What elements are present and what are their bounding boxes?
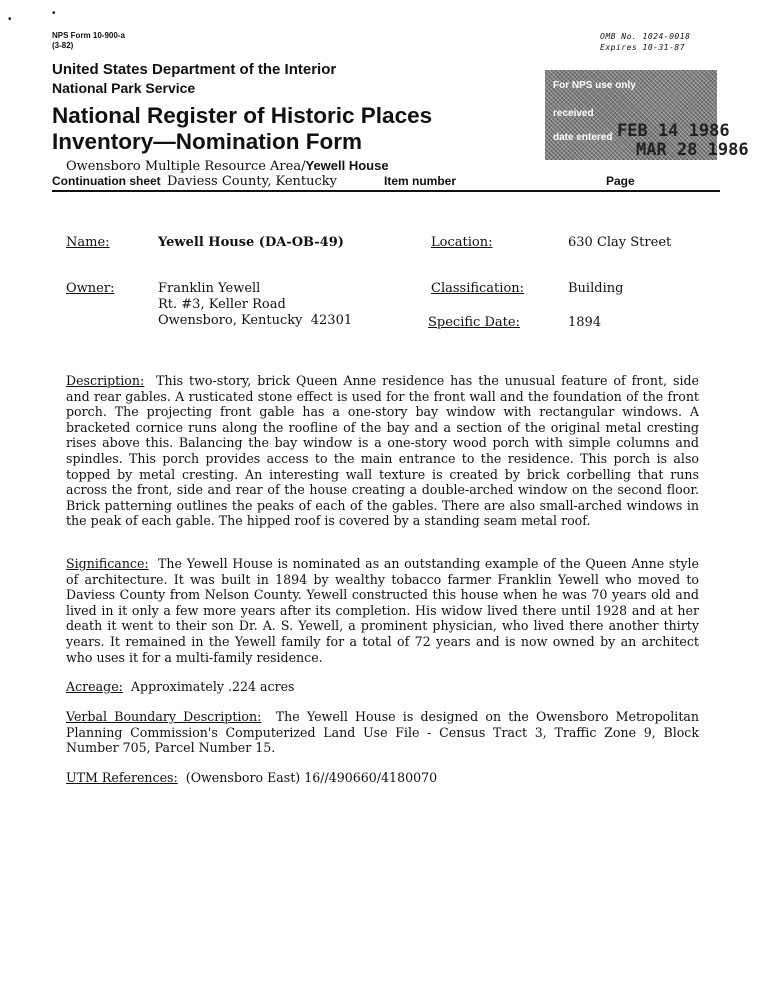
omb-number: OMB No. 1024-0018 xyxy=(600,32,691,41)
significance-label: Significance: xyxy=(66,556,149,571)
date-entered-label: date entered xyxy=(553,132,613,143)
corner-mark-2: • xyxy=(52,8,56,19)
boundary-label: Verbal Boundary Description: xyxy=(66,709,262,724)
county-text: Daviess County, Kentucky xyxy=(167,174,337,189)
item-number-label: Item number xyxy=(384,174,457,188)
service-heading: National Park Service xyxy=(52,80,196,96)
acreage-text: Approximately .224 acres xyxy=(130,679,295,694)
location-value: 630 Clay Street xyxy=(568,235,672,250)
form-number xyxy=(52,31,125,51)
form-revision: (3-82) xyxy=(52,41,74,50)
corner-mark: • xyxy=(8,14,12,25)
header-divider xyxy=(52,190,720,192)
description-text: This two-story, brick Queen Anne residence has the unusual feature of front, side and rear gables. A rusticated stone effect is used for the front wall and the foundation of the front porch. The projecting front gable has a one-story bay window with rectangular windows. A bracketed cornice runs along the roofline of the bay and a section of the original metal cresting rises above this. Balancing the bay window is a one-story wood porch with simple columns and spindles. This porch provides access to the main entrance to the residence. This porch is also topped by metal cresting. An interesting wall texture is created by brick corbelling that runs across the front, side and rear of the house creating a double-arched window on the second floor. Brick patterning outlines the peaks of each of the gables. There are also small-arched windows in the peak of each gable. The hipped roof is covered by a standing seam metal roof. xyxy=(66,373,699,529)
acreage-label: Acreage: xyxy=(66,679,123,694)
name-value: Yewell House (DA-OB-49) xyxy=(158,235,344,250)
acreage-paragraph xyxy=(66,679,699,695)
location-label: Location: xyxy=(431,235,493,250)
nps-use-only-label: For NPS use only xyxy=(553,80,636,91)
specific-date-value: 1894 xyxy=(568,315,602,330)
utm-label: UTM References: xyxy=(66,770,178,785)
boundary-paragraph xyxy=(66,709,699,756)
owner-street: Rt. #3, Keller Road xyxy=(158,297,286,312)
owner-label: Owner: xyxy=(66,281,115,296)
entered-stamp: MAR 28 1986 xyxy=(636,140,749,160)
utm-paragraph xyxy=(66,770,699,786)
form-title-line2: Inventory—Nomination Form xyxy=(52,129,363,154)
form-number-text: NPS Form 10-900-a xyxy=(52,31,125,40)
received-label: received xyxy=(553,108,594,119)
page-label: Page xyxy=(606,174,635,188)
boundary-text: The Yewell House is designed on the Owensboro Metropolitan Planning Commission's Computerized Land Use File - Census Tract 3, Traffic Zone 9, Block Number 705, Parcel Number 15. xyxy=(66,709,700,756)
resource-area xyxy=(66,158,389,175)
significance-text: The Yewell House is nominated as an outstanding example of the Queen Anne style of architecture. It was built in 1894 by wealthy tobacco farmer Franklin Yewell who moved to Daviess County from Nelson County. Yewell constructed this house when he was 70 years old and lived in it only a few more years after its completion. His widow lived there until 1928 and at her death it went to their son Dr. A. S. Yewell, a prominent physician, who lived there another thirty years. It remained in the Yewell family for a total of 72 years and is now owned by an architect who uses it for a multi-family residence. xyxy=(66,556,699,665)
specific-date-label: Specific Date: xyxy=(428,315,520,330)
significance-paragraph xyxy=(66,556,699,665)
owner-name: Franklin Yewell xyxy=(158,281,261,296)
description-paragraph xyxy=(66,373,699,529)
classification-label: Classification: xyxy=(431,281,525,296)
omb-expires: Expires 10-31-87 xyxy=(600,43,686,52)
area-property: Yewell House xyxy=(305,158,389,173)
name-label: Name: xyxy=(66,235,110,250)
department-heading: United States Department of the Interior xyxy=(52,61,337,78)
owner-city: Owensboro, Kentucky 42301 xyxy=(158,313,353,328)
area-prefix: Owensboro Multiple Resource Area/ xyxy=(66,159,306,174)
received-stamp: FEB 14 1986 xyxy=(617,121,730,141)
utm-text: (Owensboro East) 16//490660/4180070 xyxy=(185,770,438,785)
continuation-sheet-label: Continuation sheet xyxy=(52,174,161,188)
classification-value: Building xyxy=(568,281,624,296)
form-title-line1: National Register of Historic Places xyxy=(52,103,433,128)
omb-info xyxy=(600,31,690,53)
description-label: Description: xyxy=(66,373,145,388)
